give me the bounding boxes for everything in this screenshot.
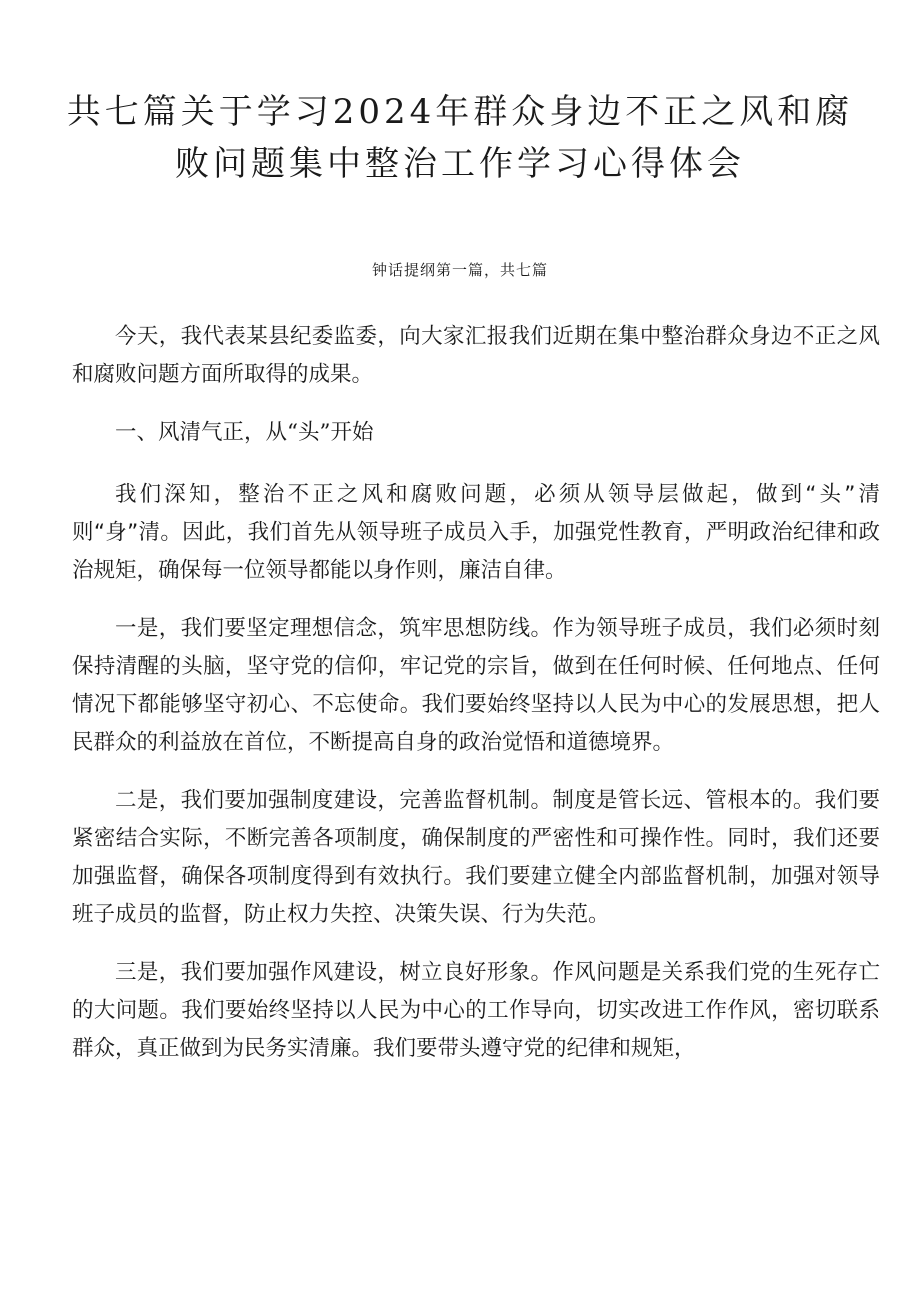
paragraph-section-intro: 我们深知，整治不正之风和腐败问题，必须从领导层做起，做到“头”清则“身”清。因此，我们首先从领导班子成员入手，加强党性教育，严明政治纪律和政治规矩，确保每一位领导都能以身作则，廉洁自律。 [72, 482, 880, 583]
section-heading: 一、风清气正，从“头”开始 [115, 420, 374, 445]
paragraph-intro: 今天，我代表某县纪委监委，向大家汇报我们近期在集中整治群众身边不正之风和腐败问题方面所取得的成果。 [72, 324, 880, 387]
document-title: 共七篇关于学习2024年群众身边不正之风和腐败问题集中整治工作学习心得体会 [66, 92, 854, 184]
paragraph-point-three: 三是，我们要加强作风建设，树立良好形象。作风问题是关系我们党的生死存亡的大问题。我们要始终坚持以人民为中心的工作导向，切实改进工作作风，密切联系群众，真正做到为民务实清廉。我们要带头遵守党的纪律和规矩， [72, 960, 880, 1061]
paragraph-point-one: 一是，我们要坚定理想信念，筑牢思想防线。作为领导班子成员，我们必须时刻保持清醒的头脑，坚守党的信仰，牢记党的宗旨，做到在任何时候、任何地点、任何情况下都能够坚守初心、不忘使命。我们要始终坚持以人民为中心的发展思想，把人民群众的利益放在首位，不断提高自身的政治觉悟和道德境界。 [72, 616, 880, 755]
document-subtitle: 钟话提纲第一篇，共七篇 [371, 261, 548, 279]
paragraph-point-two: 二是，我们要加强制度建设，完善监督机制。制度是管长远、管根本的。我们要紧密结合实际，不断完善各项制度，确保制度的严密性和可操作性。同时，我们还要加强监督，确保各项制度得到有效执行。我们要建立健全内部监督机制，加强对领导班子成员的监督，防止权力失控、决策失误、行为失范。 [72, 788, 880, 927]
document-body [72, 318, 880, 1088]
